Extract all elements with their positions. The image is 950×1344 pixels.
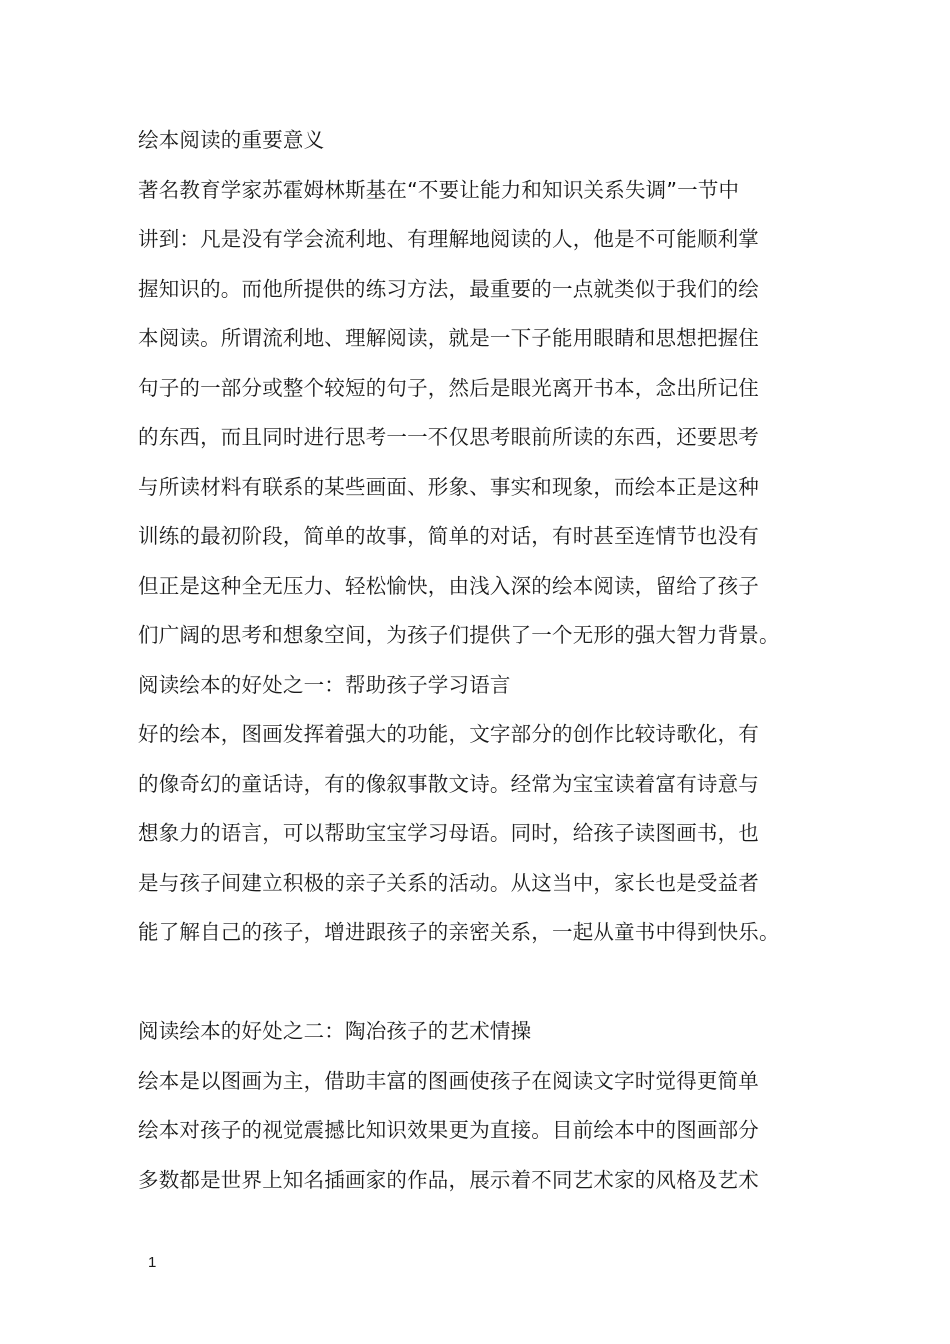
- blank-line: [138, 958, 838, 1008]
- document-body: [138, 116, 838, 1205]
- paragraph-line: 多数都是世界上知名插画家的作品，展示着不同艺术家的风格及艺术: [138, 1167, 759, 1192]
- section-heading: 阅读绘本的好处之一：帮助孩子学习语言: [138, 672, 511, 697]
- paragraph-line: 训练的最初阶段，简单的故事，简单的对话，有时甚至连情节也没有: [138, 524, 759, 548]
- page-number: 1: [148, 1254, 157, 1271]
- paragraph-line: 句子的一部分或整个较短的句子，然后是眼光离开书本，念出所记住: [138, 375, 759, 400]
- paragraph-line: 与所读材料有联系的某些画面、形象、事实和现象，而绘本正是这种: [138, 474, 759, 499]
- paragraph-line: 讲到：凡是没有学会流利地、有理解地阅读的人，他是不可能顺利掌: [138, 227, 759, 251]
- paragraph-line: 的东西，而且同时进行思考一一不仅思考眼前所读的东西，还要思考: [138, 425, 759, 449]
- paragraph-line: 好的绘本，图画发挥着强大的功能，文字部分的创作比较诗歌化，有: [138, 722, 759, 746]
- paragraph-line: 本阅读。所谓流利地、理解阅读，就是一下子能用眼睛和思想把握住: [138, 326, 759, 350]
- section-heading: 阅读绘本的好处之二：陶冶孩子的艺术情操: [138, 1019, 532, 1043]
- paragraph-line: 绘本对孩子的视觉震撼比知识效果更为直接。目前绘本中的图画部分: [138, 1118, 759, 1142]
- section-heading: 绘本阅读的重要意义: [138, 128, 325, 152]
- paragraph-line: 能了解自己的孩子，增进跟孩子的亲密关系，一起从童书中得到快乐。: [138, 920, 780, 944]
- paragraph-line: 们广阔的思考和想象空间，为孩子们提供了一个无形的强大智力背景。: [138, 623, 780, 647]
- paragraph-line: 握知识的。而他所提供的练习方法，最重要的一点就类似于我们的绘: [138, 276, 759, 301]
- paragraph-line: 想象力的语言，可以帮助宝宝学习母语。同时，给孩子读图画书，也: [138, 821, 759, 845]
- paragraph-line: 的像奇幻的童话诗，有的像叙事散文诗。经常为宝宝读着富有诗意与: [138, 771, 759, 796]
- paragraph-line: 但正是这种全无压力、轻松愉快，由浅入深的绘本阅读，留给了孩子: [138, 573, 759, 598]
- paragraph-line: 是与孩子间建立积极的亲子关系的活动。从这当中，家长也是受益者: [138, 870, 759, 895]
- paragraph-line: 绘本是以图画为主，借助丰富的图画使孩子在阅读文字时觉得更简单: [138, 1068, 759, 1093]
- paragraph-line: 著名教育学家苏霍姆林斯基在“不要让能力和知识关系失调”一节中: [138, 177, 740, 202]
